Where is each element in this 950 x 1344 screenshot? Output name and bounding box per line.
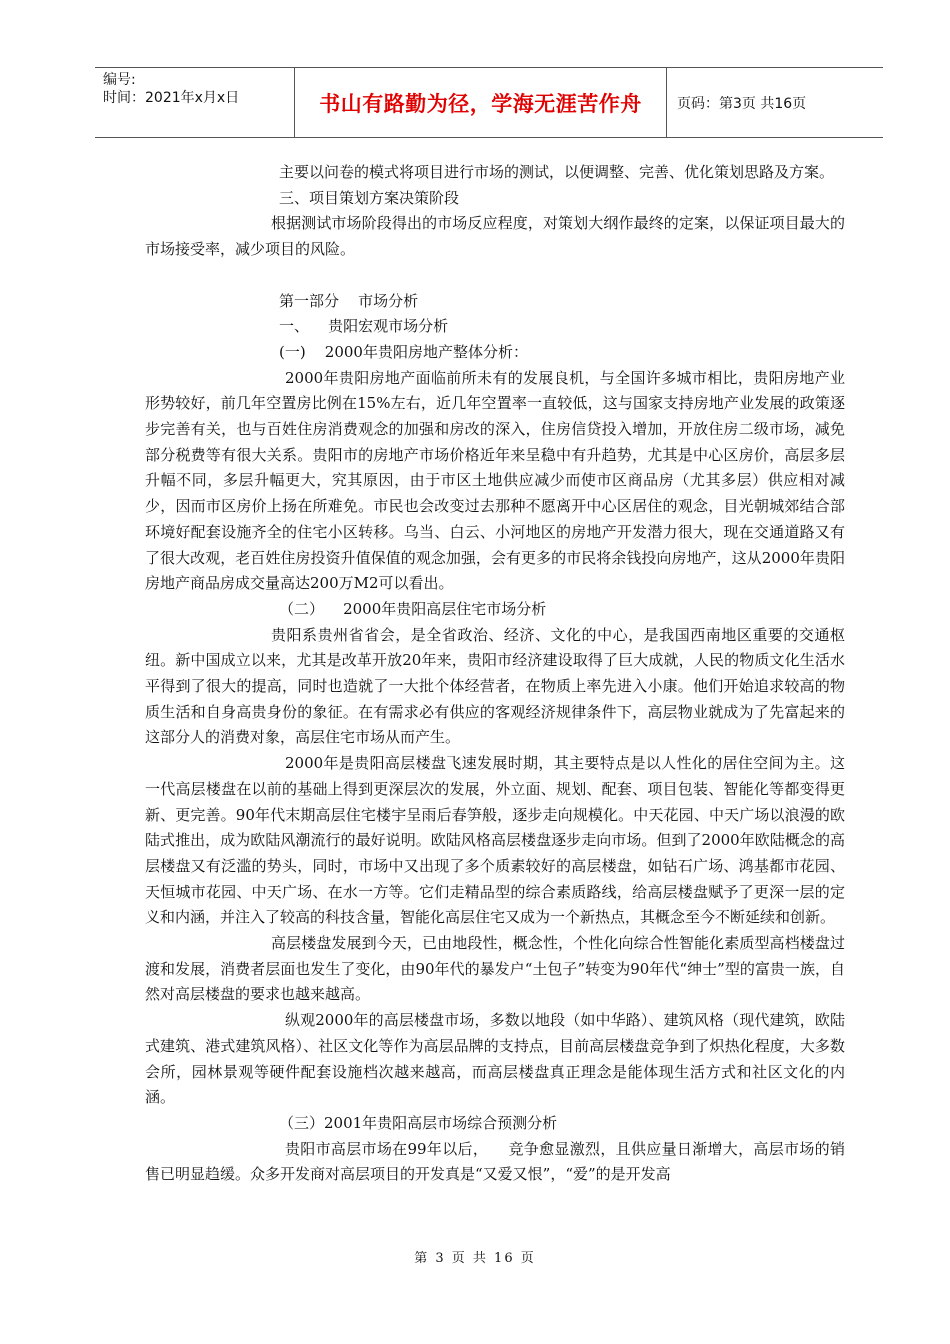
header-motto: 书山有路勤为径，学海无涯苦作舟 xyxy=(295,68,667,137)
id-label: 编号: xyxy=(103,72,136,88)
paragraph: 主要以问卷的模式将项目进行市场的测试，以便调整、完善、优化策划思路及方案。 xyxy=(279,163,835,181)
paragraph: 贵阳市高层市场在99年以后， 竞争愈显激烈，且供应量日渐增大，高层市场的销售已明显趋缓。众多开发商对高层项目的开发真是“又爱又恨”，“爱”的是开发高 xyxy=(145,1139,845,1184)
paragraph: 纵观2000年的高层楼盘市场，多数以地段（如中华路）、建筑风格（现代建筑，欧陆式建筑、港式建筑风格）、社区文化等作为高层品牌的支持点，目前高层楼盘竞争到了炽热化程度，大多数会所，园林景观等硬件配套设施档次越来越高，而高层楼盘真正理念是能体现生活方式和社区文化的内涵。 xyxy=(145,1011,845,1107)
part-heading: 第一部分 市场分析 xyxy=(279,291,419,310)
time-label: 时间：2021年x月x日 xyxy=(103,90,240,106)
section-heading: 三、项目策划方案决策阶段 xyxy=(279,188,460,207)
header-page-label: 页码：第3页 共16页 xyxy=(677,95,807,112)
subsection-heading: （三）2001年贵阳高层市场综合预测分析 xyxy=(279,1114,558,1132)
paragraph: 根据测试市场阶段得出的市场反应程度，对策划大纲作最终的定案，以保证项目最大的市场接受率，减少项目的风险。 xyxy=(145,214,845,259)
paragraph: 贵阳系贵州省省会，是全省政治、经济、文化的中心，是我国西南地区重要的交通枢纽。新中国成立以来，尤其是改革开放20年来，贵阳市经济建设取得了巨大成就，人民的物质文化生活水平得到了很大的提高，同时也造就了一大批个体经营者，在物质上率先进入小康。他们开始追求较高的物质生活和自身高贵身份的象征。在有需求必有供应的客观经济规律条件下，高层物业就成为了先富起来的这部分人的消费对象，高层住宅市场从而产生。 xyxy=(145,625,845,747)
document-body xyxy=(145,160,845,1188)
paragraph: 2000年贵阳房地产面临前所未有的发展良机，与全国许多城市相比，贵阳房地产业形势较好，前几年空置房比例在15%左右，近几年空置率一直较低，这与国家支持房地产业发展的政策逐步完善有关，也与百姓住房消费观念的加强和房改的深入，住房信贷投入增加，开放住房二级市场，减免部分税费等有很大关系。贵阳市的房地产市场价格近年来呈稳中有升趋势，尤其是中心区房价，高层多层升幅不同，多层升幅更大，究其原因，由于市区土地供应减少而使市区商品房（尤其多层）供应相对减少，因而市区房价上扬在所难免。市民也会改变过去那种不愿离开中心区居住的观念，目光朝城郊结合部环境好配套设施齐全的住宅小区转移。乌当、白云、小河地区的房地产开发潜力很大，现在交通道路又有了很大改观，老百姓住房投资升值保值的观念加强，会有更多的市民将余钱投向房地产，这从2000年贵阳房地产商品房成交量高达200万M2可以看出。 xyxy=(145,368,845,593)
paragraph: 高层楼盘发展到今天，已由地段性，概念性，个性化向综合性智能化素质型高档楼盘过渡和发展，消费者层面也发生了变化，由90年代的暴发户“土包子”转变为90年代“绅士”型的富贵一族，自然对高层楼盘的要求也越来越高。 xyxy=(145,934,845,1004)
header-meta xyxy=(95,68,295,137)
section-heading: 一、 贵阳宏观市场分析 xyxy=(279,317,449,336)
subsection-heading: （二） 2000年贵阳高层住宅市场分析 xyxy=(279,599,547,618)
subsection-heading: (一) 2000年贵阳房地产整体分析： xyxy=(279,342,528,361)
page-footer: 第 3 页 共 16 页 xyxy=(414,1251,536,1266)
paragraph: 2000年是贵阳高层楼盘飞速发展时期，其主要特点是以人性化的居住空间为主。这一代高层楼盘在以前的基础上得到更深层次的发展，外立面、规划、配套、项目包装、智能化等都变得更新、更完善。90年代末期高层住宅楼宇呈雨后春笋般，逐步走向规模化。中天花园、中天广场以浪漫的欧陆式推出，成为欧陆风潮流行的最好说明。欧陆风格高层楼盘逐步走向市场。但到了2000年欧陆概念的高层楼盘又有泛滥的势头，同时，市场中又出现了多个质素较好的高层楼盘，如钻石广场、鸿基都市花园、天恒城市花园、中天广场、在水一方等。它们走精品型的综合素质路线，给高层楼盘赋予了更深一层的定义和内涵，并注入了较高的科技含量，智能化高层住宅又成为一个新热点，其概念至今不断延续和创新。 xyxy=(145,754,845,927)
page-header xyxy=(95,67,883,138)
